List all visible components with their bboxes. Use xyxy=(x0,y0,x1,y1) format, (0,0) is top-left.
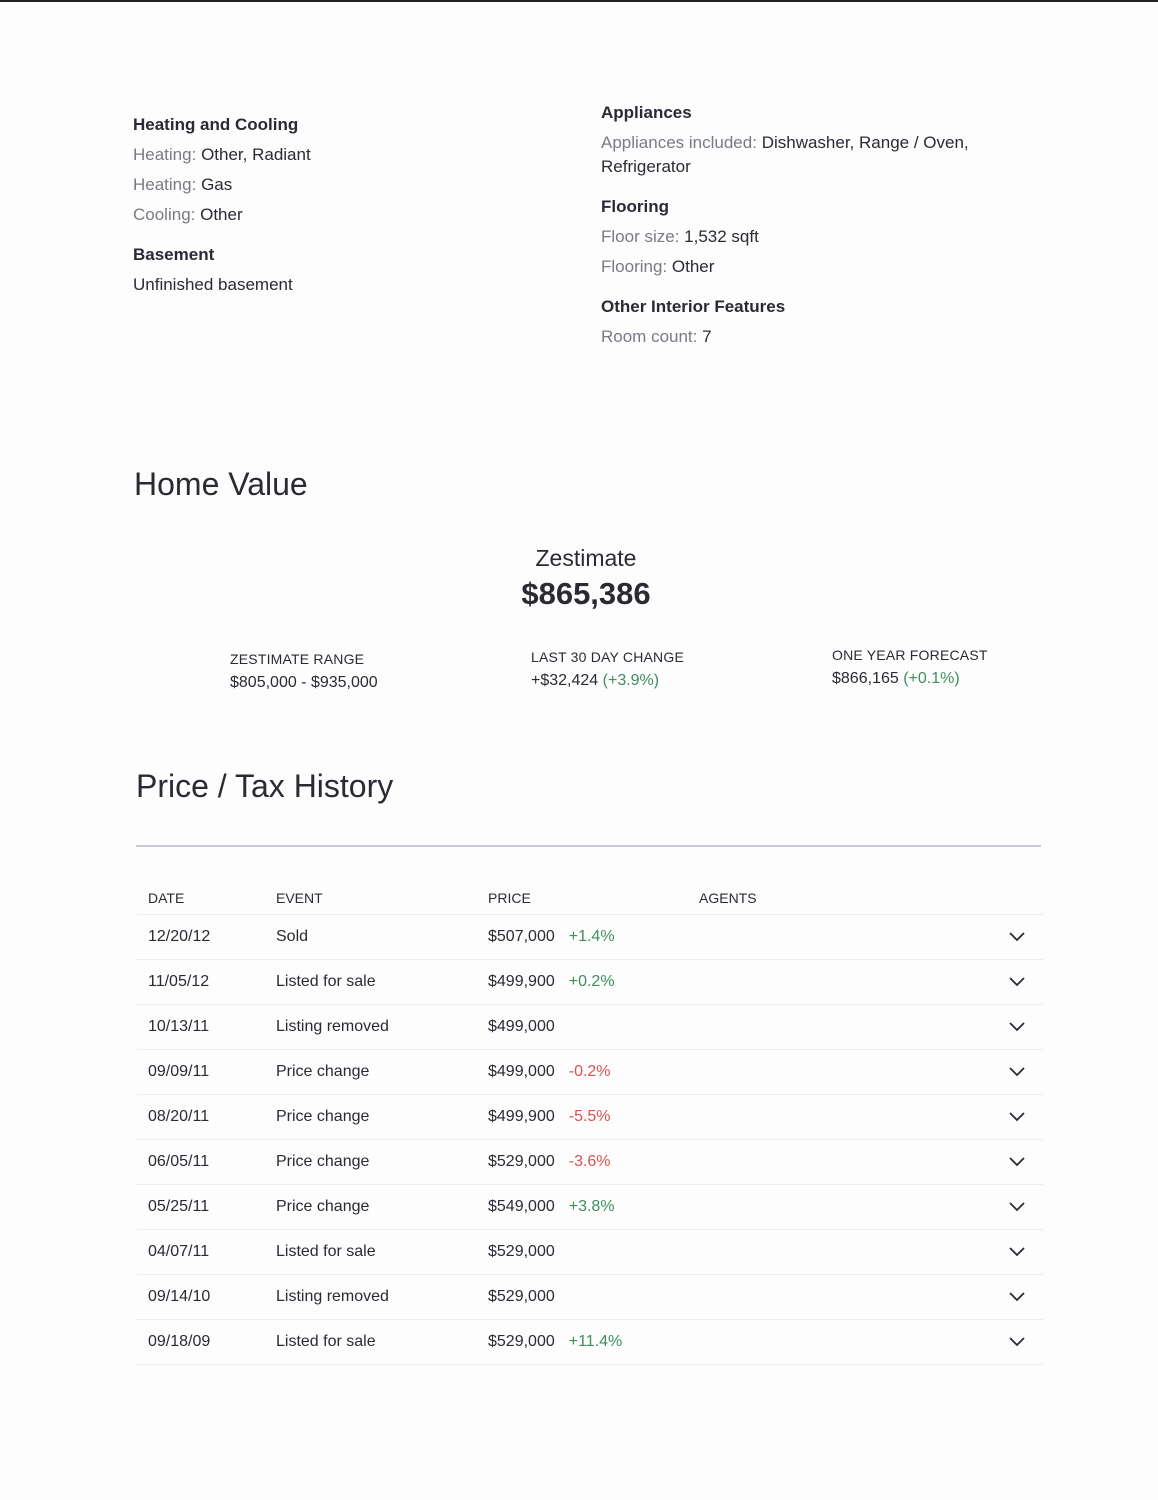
row-price-change: +1.4% xyxy=(568,928,615,945)
fact-value: 7 xyxy=(702,327,712,346)
row-price-change: +0.2% xyxy=(568,973,615,990)
row-price-cell xyxy=(477,1095,688,1140)
row-price-change: +3.8% xyxy=(568,1198,615,1215)
chevron-down-icon[interactable] xyxy=(1007,1200,1027,1214)
chevron-down-icon[interactable] xyxy=(1007,1065,1027,1079)
row-event: Listing removed xyxy=(265,1275,477,1320)
forecast-value-line xyxy=(832,668,988,690)
row-expand-cell xyxy=(969,1005,1043,1050)
row-price-change: -5.5% xyxy=(568,1108,611,1125)
fact-label: Heating: xyxy=(133,175,197,194)
change30-value: +$32,424 xyxy=(531,672,599,689)
table-row[interactable] xyxy=(137,1320,1043,1365)
fact-value: 1,532 sqft xyxy=(684,227,759,246)
change30-pct: (+3.9%) xyxy=(602,672,660,689)
row-expand-cell xyxy=(969,1320,1043,1365)
row-agents xyxy=(688,1275,969,1320)
row-event: Price change xyxy=(265,1095,477,1140)
row-agents xyxy=(688,1140,969,1185)
chevron-down-icon[interactable] xyxy=(1007,930,1027,944)
other-interior-heading: Other Interior Features xyxy=(601,297,786,316)
row-date: 09/14/10 xyxy=(137,1275,265,1320)
forecast-pct: (+0.1%) xyxy=(903,670,960,687)
row-price-cell xyxy=(477,1320,688,1365)
section-divider xyxy=(136,845,1041,847)
row-expand-cell xyxy=(969,1230,1043,1275)
row-event: Price change xyxy=(265,1050,477,1095)
fact-label: Cooling: xyxy=(133,205,196,224)
row-event: Sold xyxy=(265,915,477,960)
fact-value: Dishwasher, Range / Oven, Refrigerator xyxy=(601,133,969,176)
row-event: Listing removed xyxy=(265,1005,477,1050)
last-30-day-change xyxy=(531,648,684,692)
basement-heading: Basement xyxy=(133,245,215,264)
fact-label: Appliances included: xyxy=(601,133,757,152)
chevron-down-icon[interactable] xyxy=(1007,1290,1027,1304)
row-event: Listed for sale xyxy=(265,1320,477,1365)
basement-value: Unfinished basement xyxy=(133,275,293,294)
forecast-label: ONE YEAR FORECAST xyxy=(832,647,988,663)
row-agents xyxy=(688,915,969,960)
table-row[interactable] xyxy=(137,1095,1043,1140)
column-header-agents[interactable]: AGENTS xyxy=(688,882,969,915)
row-price: $529,000 xyxy=(488,1333,555,1350)
column-header-price[interactable]: PRICE xyxy=(477,882,688,915)
appliances-fact xyxy=(601,131,1021,179)
cooling-fact xyxy=(133,203,553,227)
row-event: Listed for sale xyxy=(265,1230,477,1275)
row-event: Listed for sale xyxy=(265,960,477,1005)
table-row[interactable] xyxy=(137,960,1043,1005)
chevron-down-icon[interactable] xyxy=(1007,1335,1027,1349)
row-price-cell xyxy=(477,1050,688,1095)
facts-left-column xyxy=(133,113,553,303)
row-agents xyxy=(688,1230,969,1275)
table-row[interactable] xyxy=(137,1230,1043,1275)
row-price: $499,900 xyxy=(488,973,555,990)
appliances-heading: Appliances xyxy=(601,103,692,122)
price-history-title: Price / Tax History xyxy=(136,768,394,804)
row-date: 10/13/11 xyxy=(137,1005,265,1050)
row-event: Price change xyxy=(265,1185,477,1230)
home-value-title: Home Value xyxy=(134,466,308,502)
table-row[interactable] xyxy=(137,1050,1043,1095)
row-expand-cell xyxy=(969,1140,1043,1185)
change30-label: LAST 30 DAY CHANGE xyxy=(531,649,684,665)
row-price: $529,000 xyxy=(488,1243,555,1260)
table-row[interactable] xyxy=(137,1275,1043,1320)
row-price: $499,000 xyxy=(488,1018,555,1035)
chevron-down-icon[interactable] xyxy=(1007,1245,1027,1259)
row-expand-cell xyxy=(969,960,1043,1005)
row-price-cell xyxy=(477,960,688,1005)
page-top-border xyxy=(0,0,1158,2)
row-price: $507,000 xyxy=(488,928,555,945)
zestimate-range xyxy=(230,650,378,694)
one-year-forecast xyxy=(832,646,988,690)
room-count-fact xyxy=(601,325,1021,349)
price-history-rows xyxy=(137,915,1043,1365)
chevron-down-icon[interactable] xyxy=(1007,1155,1027,1169)
row-agents xyxy=(688,1185,969,1230)
row-price-change: +11.4% xyxy=(568,1333,623,1350)
table-row[interactable] xyxy=(137,915,1043,960)
heating-fact-1 xyxy=(133,143,553,167)
row-date: 05/25/11 xyxy=(137,1185,265,1230)
fact-label: Flooring: xyxy=(601,257,668,276)
row-expand-cell xyxy=(969,1095,1043,1140)
row-price: $549,000 xyxy=(488,1198,555,1215)
column-header-event[interactable]: EVENT xyxy=(265,882,477,915)
row-agents xyxy=(688,1320,969,1365)
fact-value: Other xyxy=(671,257,715,276)
row-agents xyxy=(688,960,969,1005)
row-agents xyxy=(688,1095,969,1140)
table-row[interactable] xyxy=(137,1140,1043,1185)
row-expand-cell xyxy=(969,915,1043,960)
row-price-change: -0.2% xyxy=(568,1063,611,1080)
chevron-down-icon[interactable] xyxy=(1007,975,1027,989)
table-row[interactable] xyxy=(137,1185,1043,1230)
row-expand-cell xyxy=(969,1050,1043,1095)
row-price-change: -3.6% xyxy=(568,1153,611,1170)
zestimate-range-value: $805,000 - $935,000 xyxy=(230,674,378,691)
fact-label: Heating: xyxy=(133,145,197,164)
floor-size-fact xyxy=(601,225,1021,249)
table-header-row xyxy=(137,882,1043,915)
chevron-down-icon[interactable] xyxy=(1007,1020,1027,1034)
facts-right-column xyxy=(601,101,1021,355)
column-header-date[interactable]: DATE xyxy=(137,882,265,915)
heating-fact-2 xyxy=(133,173,553,197)
fact-value: Gas xyxy=(201,175,233,194)
heating-cooling-heading: Heating and Cooling xyxy=(133,115,299,134)
flooring-heading: Flooring xyxy=(601,197,669,216)
fact-label: Room count: xyxy=(601,327,698,346)
row-date: 06/05/11 xyxy=(137,1140,265,1185)
fact-value: Other, Radiant xyxy=(201,145,311,164)
row-date: 12/20/12 xyxy=(137,915,265,960)
zestimate-label: Zestimate xyxy=(535,545,637,571)
table-row[interactable] xyxy=(137,1005,1043,1050)
row-expand-cell xyxy=(969,1185,1043,1230)
row-price: $499,000 xyxy=(488,1063,555,1080)
row-price-cell xyxy=(477,915,688,960)
fact-label: Floor size: xyxy=(601,227,680,246)
row-agents xyxy=(688,1005,969,1050)
row-date: 09/18/09 xyxy=(137,1320,265,1365)
row-price-cell xyxy=(477,1005,688,1050)
zestimate-range-label: ZESTIMATE RANGE xyxy=(230,651,365,667)
column-header-expand xyxy=(969,882,1043,915)
forecast-value: $866,165 xyxy=(832,670,899,687)
price-history-table xyxy=(137,882,1043,1365)
row-event: Price change xyxy=(265,1140,477,1185)
row-price-cell xyxy=(477,1230,688,1275)
zestimate-value: $865,386 xyxy=(521,576,651,611)
row-price-cell xyxy=(477,1275,688,1320)
change30-value-line xyxy=(531,670,684,692)
row-date: 11/05/12 xyxy=(137,960,265,1005)
row-price: $529,000 xyxy=(488,1288,555,1305)
row-price: $529,000 xyxy=(488,1153,555,1170)
row-agents xyxy=(688,1050,969,1095)
row-date: 09/09/11 xyxy=(137,1050,265,1095)
row-expand-cell xyxy=(969,1275,1043,1320)
chevron-down-icon[interactable] xyxy=(1007,1110,1027,1124)
row-price-cell xyxy=(477,1140,688,1185)
row-date: 04/07/11 xyxy=(137,1230,265,1275)
row-date: 08/20/11 xyxy=(137,1095,265,1140)
flooring-fact xyxy=(601,255,1021,279)
fact-value: Other xyxy=(200,205,243,224)
row-price: $499,900 xyxy=(488,1108,555,1125)
row-price-cell xyxy=(477,1185,688,1230)
